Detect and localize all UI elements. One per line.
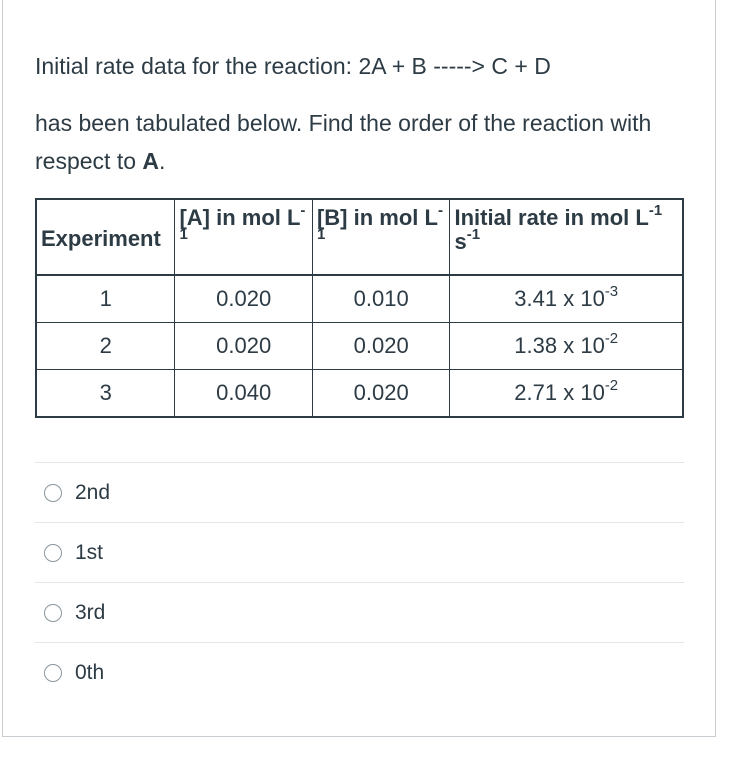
question-prompt-text: has been tabulated below. Find the order of the reaction with respect to bbox=[35, 110, 652, 174]
answer-option-1st[interactable] bbox=[35, 522, 684, 582]
cell-initial-rate: 3.41 x $10^{-3}$ bbox=[450, 275, 683, 323]
question-prompt-end: . bbox=[159, 148, 166, 174]
radio-button[interactable] bbox=[44, 484, 62, 502]
answer-label: 2nd bbox=[75, 480, 111, 504]
cell-experiment: 3 bbox=[36, 370, 175, 418]
cell-initial-rate: 1.38 x $10^{-2}$ bbox=[450, 323, 683, 370]
cell-initial-rate: 2.71 x $10^{-2}$ bbox=[450, 370, 683, 418]
cell-b-concentration: 0.020 bbox=[312, 323, 450, 370]
radio-button[interactable] bbox=[44, 664, 62, 682]
question-prompt bbox=[35, 104, 685, 180]
table-row bbox=[36, 323, 683, 370]
question-prompt-bold: A bbox=[142, 148, 160, 174]
table-header-row bbox=[36, 199, 683, 275]
cell-b-concentration: 0.020 bbox=[312, 370, 450, 418]
table-row bbox=[36, 275, 683, 323]
header-a-concentration: [A] in mol $L^{-1}$ bbox=[175, 199, 313, 275]
question-reaction bbox=[35, 47, 551, 85]
table-row bbox=[36, 370, 683, 418]
cell-experiment: 1 bbox=[36, 275, 175, 323]
answer-option-0th[interactable] bbox=[35, 642, 684, 702]
answer-label: 0th bbox=[75, 660, 105, 684]
question-reaction-text: Initial rate data for the reaction: 2A + B -----> C + D bbox=[35, 53, 551, 79]
radio-button[interactable] bbox=[44, 544, 62, 562]
answer-option-2nd[interactable] bbox=[35, 462, 684, 522]
cell-a-concentration: 0.020 bbox=[175, 323, 313, 370]
cell-b-concentration: 0.010 bbox=[312, 275, 450, 323]
answer-option-3rd[interactable] bbox=[35, 582, 684, 642]
header-b-concentration: [B] in mol $L^{-1}$ bbox=[312, 199, 450, 275]
header-initial-rate: Initial rate in mol $L^{-1}$ $s^{-1}$ bbox=[450, 199, 683, 275]
answer-label: 3rd bbox=[75, 600, 106, 624]
cell-experiment: 2 bbox=[36, 323, 175, 370]
answer-options bbox=[35, 462, 684, 702]
header-experiment: Experiment bbox=[36, 199, 175, 275]
answer-label: 1st bbox=[75, 540, 104, 564]
cell-a-concentration: 0.040 bbox=[175, 370, 313, 418]
cell-a-concentration: 0.020 bbox=[175, 275, 313, 323]
rate-data-table bbox=[35, 198, 684, 418]
radio-button[interactable] bbox=[44, 604, 62, 622]
